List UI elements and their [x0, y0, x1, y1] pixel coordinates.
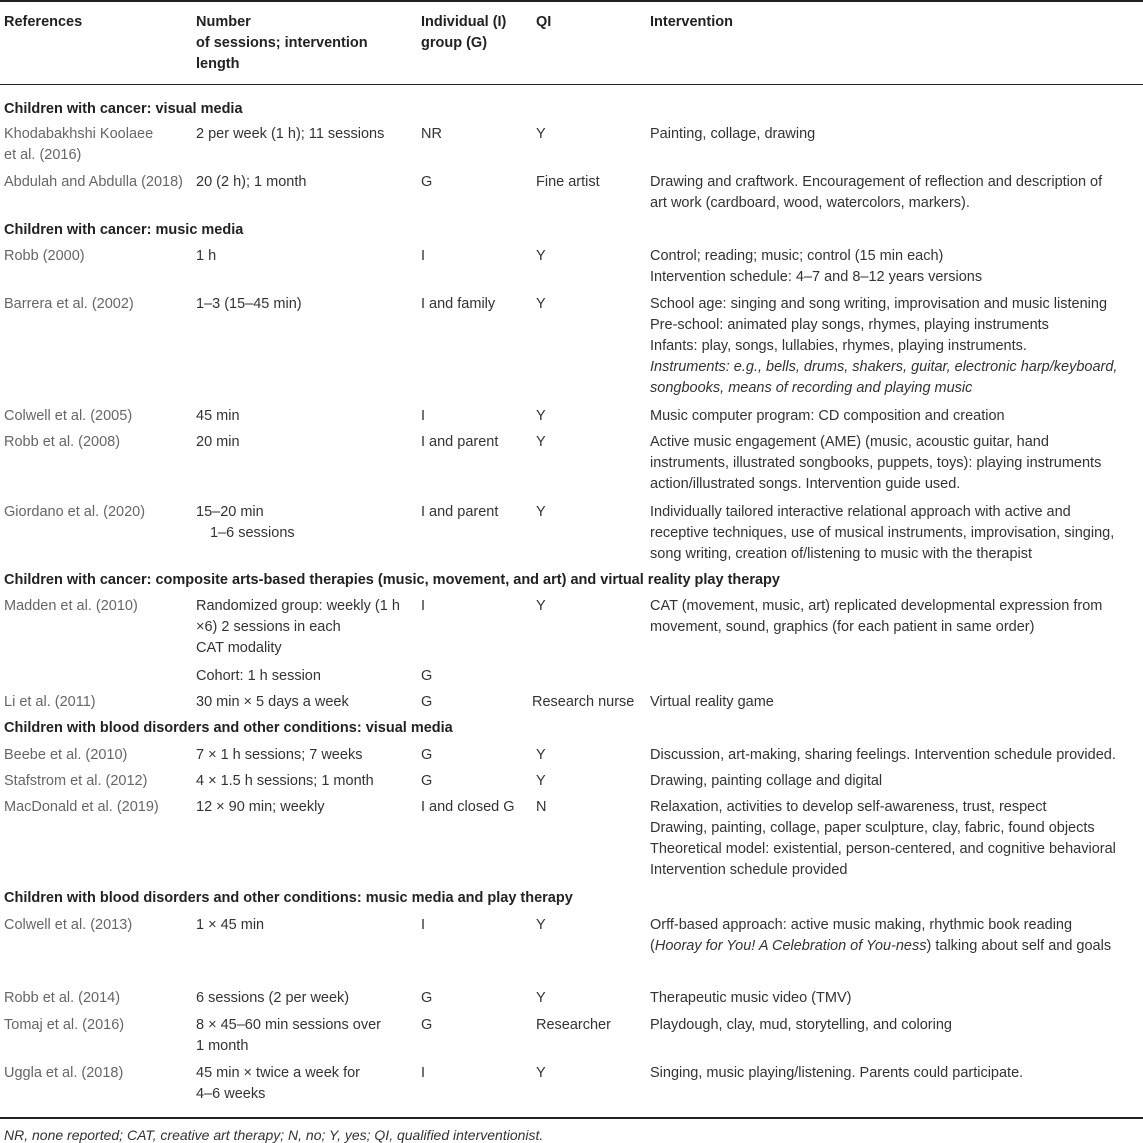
- intervention-line: art work (cardboard, wood, watercolors, markers).: [650, 195, 970, 211]
- table-row-ref: Colwell et al. (2005): [4, 408, 133, 424]
- table-row-sessions: [196, 596, 400, 659]
- intervention-line: Instruments: e.g., bells, drums, shakers, guitar, electronic harp/keyboard,: [650, 359, 1118, 375]
- sessions-line: 1–6 sessions: [210, 525, 295, 541]
- table-row-ref: Uggla et al. (2018): [4, 1065, 124, 1081]
- intervention-line: instruments, illustrated songbooks, puppets, toys): playing instruments: [650, 455, 1102, 471]
- table-row-sessions: 4 × 1.5 h sessions; 1 month: [196, 773, 374, 789]
- intervention-line: School age: singing and song writing, improvisation and music listening: [650, 296, 1108, 312]
- table-row-sessions: [196, 1063, 360, 1105]
- header-group-line: Individual (I): [421, 14, 507, 30]
- sessions-line: Randomized group: weekly (1 h: [196, 598, 400, 614]
- section-heading: Children with blood disorders and other conditions: visual media: [4, 720, 453, 736]
- table-top-rule: [0, 0, 1143, 2]
- table-row-intervention: Singing, music playing/listening. Parents could participate.: [650, 1065, 1024, 1081]
- header-references: References: [4, 14, 83, 30]
- table-row-qi: Y: [536, 917, 546, 933]
- table-row-intervention: Virtual reality game: [650, 694, 774, 710]
- ref-line: et al. (2016): [4, 147, 82, 163]
- table-row-qi: Y: [536, 296, 546, 312]
- table-row-sessions: 20 (2 h); 1 month: [196, 174, 307, 190]
- table-bottom-rule: [0, 1117, 1143, 1119]
- table-row-intervention: Painting, collage, drawing: [650, 126, 816, 142]
- table-row-qi: Y: [536, 248, 546, 264]
- intervention-line: Infants: play, songs, lullabies, rhymes, playing instruments.: [650, 338, 1027, 354]
- table-row-sessions: 6 sessions (2 per week): [196, 990, 350, 1006]
- table-row-ref: Barrera et al. (2002): [4, 296, 134, 312]
- table-row-ref: Colwell et al. (2013): [4, 917, 133, 933]
- table-row-ref: MacDonald et al. (2019): [4, 799, 159, 815]
- table-row-qi: Y: [536, 126, 546, 142]
- table-row-group: I: [421, 248, 426, 264]
- table-row-group: I: [421, 1065, 426, 1081]
- table-row-qi: Research nurse: [532, 694, 635, 710]
- sessions-line: 45 min × twice a week for: [196, 1065, 361, 1081]
- table-row-intervention: [650, 246, 982, 288]
- header-intervention: Intervention: [650, 14, 733, 30]
- table-row-intervention: Drawing, painting collage and digital: [650, 773, 883, 789]
- intervention-line: Drawing and craftwork. Encouragement of reflection and description of: [650, 174, 1103, 190]
- table-row-group: G: [421, 174, 433, 190]
- table-row-group: G: [421, 747, 433, 763]
- header-sessions-line: of sessions; intervention: [196, 35, 368, 51]
- table-row-sessions: 7 × 1 h sessions; 7 weeks: [196, 747, 363, 763]
- table-row-ref: Robb et al. (2014): [4, 990, 121, 1006]
- intervention-line: Drawing, painting, collage, paper sculpture, clay, fabric, found objects: [650, 820, 1095, 836]
- table-row-intervention: [650, 294, 1117, 399]
- intervention-text: ) talking about self and goals: [926, 938, 1112, 954]
- table-row-group: I: [421, 917, 426, 933]
- table-row-intervention: Music computer program: CD composition and creation: [650, 408, 1005, 424]
- table-row-sessions: 1–3 (15–45 min): [196, 296, 302, 312]
- table-row-group: NR: [421, 126, 442, 142]
- header-group-line: group (G): [421, 35, 488, 51]
- table-row-intervention: [650, 172, 1102, 214]
- table-row-qi: Y: [536, 598, 546, 614]
- sessions-line: CAT modality: [196, 640, 282, 656]
- table-row-group: I and closed G: [421, 799, 515, 815]
- table-row-qi: Y: [536, 747, 546, 763]
- table-row-sessions: [196, 502, 295, 544]
- intervention-line: Orff-based approach: active music making, rhythmic book reading: [650, 917, 1073, 933]
- intervention-line: action/illustrated songs. Intervention guide used.: [650, 476, 961, 492]
- intervention-line: Relaxation, activities to develop self-awareness, trust, respect: [650, 799, 1047, 815]
- table-row-ref: Abdulah and Abdulla (2018): [4, 174, 183, 190]
- table-row-ref: Tomaj et al. (2016): [4, 1017, 125, 1033]
- intervention-line: [650, 936, 1111, 957]
- table-row-intervention: [650, 797, 1116, 881]
- intervention-line: Control; reading; music; control (15 min each): [650, 248, 944, 264]
- intervention-line: songbooks, means of recording and playing music: [650, 380, 973, 396]
- intervention-line: Individually tailored interactive relational approach with active and: [650, 504, 1071, 520]
- table-row-sessions: 1 h: [196, 248, 217, 264]
- table-footnote: NR, none reported; CAT, creative art therapy; N, no; Y, yes; QI, qualified interventionist.: [4, 1127, 544, 1143]
- table-row-sessions: 20 min: [196, 434, 240, 450]
- table-row-group: G: [421, 1017, 433, 1033]
- intervention-line: song writing, creation of/listening to music with the therapist: [650, 546, 1033, 562]
- table-row-ref: Giordano et al. (2020): [4, 504, 146, 520]
- intervention-line: Active music engagement (AME) (music, acoustic guitar, hand: [650, 434, 1049, 450]
- table-row-sessions: [196, 1015, 381, 1057]
- section-heading: Children with cancer: composite arts-based therapies (music, movement, and art) and virtual reality play therapy: [4, 572, 780, 588]
- intervention-text: (: [650, 938, 655, 954]
- table-row-qi: Y: [536, 434, 546, 450]
- table-row-qi: Y: [536, 1065, 546, 1081]
- table-row-intervention: Discussion, art-making, sharing feelings. Intervention schedule provided.: [650, 747, 1116, 763]
- table-row-group: I and parent: [421, 504, 499, 520]
- table-row-qi: N: [536, 799, 547, 815]
- header-sessions-line: length: [196, 56, 240, 72]
- table-row-qi: Researcher: [536, 1017, 611, 1033]
- intervention-line: receptive techniques, use of musical instruments, improvisation, singing,: [650, 525, 1115, 541]
- table-row-group: I and family: [421, 296, 496, 312]
- sessions-line: 8 × 45–60 min sessions over: [196, 1017, 381, 1033]
- table-row-group: I: [421, 598, 426, 614]
- table-row-qi: Y: [536, 773, 546, 789]
- table-row-group: G: [421, 694, 433, 710]
- table-row-intervention: [650, 502, 1114, 565]
- table-row-group: I: [421, 408, 426, 424]
- table-row-ref: Stafstrom et al. (2012): [4, 773, 148, 789]
- section-heading: Children with cancer: visual media: [4, 101, 243, 117]
- intervention-line: movement, sound, graphics (for each patient in same order): [650, 619, 1035, 635]
- table-row-qi: Y: [536, 504, 546, 520]
- intervention-line: Intervention schedule: 4–7 and 8–12 years versions: [650, 269, 983, 285]
- sessions-line: 1 month: [196, 1038, 249, 1054]
- table-row-intervention: [650, 596, 1102, 638]
- table-row-ref: Li et al. (2011): [4, 694, 96, 710]
- table-row-ref: [4, 124, 153, 166]
- intervention-line: Theoretical model: existential, person-centered, and cognitive behavioral: [650, 841, 1116, 857]
- table-row-group: I and parent: [421, 434, 499, 450]
- table-row-sessions: 2 per week (1 h); 11 sessions: [196, 126, 385, 142]
- header-group: [421, 12, 506, 54]
- table-row-intervention: [650, 432, 1101, 495]
- sessions-line: 4–6 weeks: [196, 1086, 266, 1102]
- table-row-sessions: Cohort: 1 h session: [196, 668, 321, 684]
- table-row-sessions: 1 × 45 min: [196, 917, 265, 933]
- intervention-line: Intervention schedule provided: [650, 862, 848, 878]
- table-row-ref: Robb et al. (2008): [4, 434, 121, 450]
- ref-line: Khodabakhshi Koolaee: [4, 126, 154, 142]
- table-row-qi: Y: [536, 990, 546, 1006]
- table-row-intervention: Therapeutic music video (TMV): [650, 990, 852, 1006]
- table-row-ref: Beebe et al. (2010): [4, 747, 128, 763]
- intervention-line: Pre-school: animated play songs, rhymes, playing instruments: [650, 317, 1049, 333]
- table-row-qi: Fine artist: [536, 174, 600, 190]
- header-sessions: [196, 12, 368, 75]
- header-rule: [0, 84, 1143, 85]
- table-row-sessions: 30 min × 5 days a week: [196, 694, 349, 710]
- header-qi: QI: [536, 14, 552, 30]
- sessions-line: 15–20 min: [196, 504, 264, 520]
- intervention-line: CAT (movement, music, art) replicated developmental expression from: [650, 598, 1103, 614]
- header-sessions-line: Number: [196, 14, 251, 30]
- section-heading: Children with blood disorders and other conditions: music media and play therapy: [4, 890, 573, 906]
- table-row-sessions: 45 min: [196, 408, 240, 424]
- table-row-group: G: [421, 773, 433, 789]
- table-row-ref: Robb (2000): [4, 248, 85, 264]
- table-row-qi: Y: [536, 408, 546, 424]
- table-row-ref: Madden et al. (2010): [4, 598, 138, 614]
- table-row-intervention: Playdough, clay, mud, storytelling, and coloring: [650, 1017, 952, 1033]
- table-row-sessions: 12 × 90 min; weekly: [196, 799, 325, 815]
- book-title: Hooray for You! A Celebration of You-ness: [654, 938, 927, 954]
- table-row-group: G: [421, 990, 433, 1006]
- table-row-group: G: [421, 668, 433, 684]
- sessions-line: ×6) 2 sessions in each: [196, 619, 341, 635]
- section-heading: Children with cancer: music media: [4, 222, 244, 238]
- table-row-intervention: [650, 915, 1111, 957]
